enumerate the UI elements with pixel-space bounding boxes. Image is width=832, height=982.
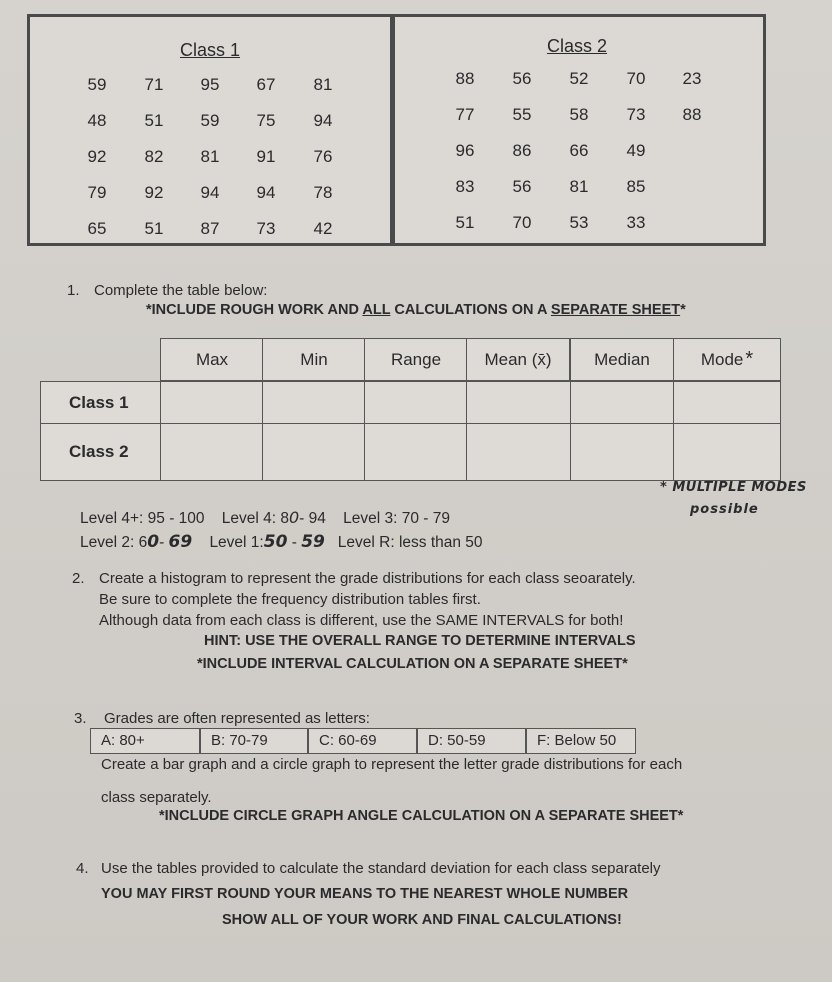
grade-d: D: 50-59: [417, 728, 526, 754]
class1-score: 59: [87, 75, 107, 94]
class2-range-cell[interactable]: [364, 423, 468, 481]
class1-score: 71: [144, 75, 164, 94]
class1-score: 76: [313, 147, 333, 166]
q2-line3: Although data from each class is different, use the SAME INTERVALS for both!: [99, 612, 624, 629]
class2-score: 81: [569, 177, 589, 196]
q1-number: 1.: [67, 282, 80, 299]
q1-text: Complete the table below:: [94, 282, 268, 299]
header-min: Min: [262, 338, 366, 381]
class2-score: 53: [569, 213, 589, 232]
grade-b: B: 70-79: [200, 728, 308, 754]
letter-grade-table: [90, 728, 636, 754]
class1-range-cell[interactable]: [364, 381, 468, 425]
class1-mode-cell[interactable]: [673, 381, 781, 425]
class2-score: 33: [626, 213, 646, 232]
class2-max-cell[interactable]: [160, 423, 264, 481]
class2-min-cell[interactable]: [262, 423, 366, 481]
level-4-prefix: Level 4: 8: [221, 510, 289, 527]
class2-score: 55: [512, 105, 532, 124]
q2-hint: HINT: USE THE OVERALL RANGE TO DETERMINE INTERVALS: [204, 633, 636, 649]
class1-max-cell[interactable]: [160, 381, 264, 425]
q3-note: *INCLUDE CIRCLE GRAPH ANGLE CALCULATION ON A SEPARATE SHEET*: [159, 808, 684, 824]
q3-number: 3.: [74, 710, 87, 727]
class1-score: 92: [144, 183, 164, 202]
level-4-suffix: - 94: [299, 510, 326, 527]
class1-score: 42: [313, 219, 333, 238]
q1-note: [146, 302, 686, 318]
class2-heading: Class 2: [546, 36, 608, 56]
row-label-class1: Class 1: [40, 381, 162, 425]
class2-score: 56: [512, 69, 532, 88]
handwritten-possible: possible: [690, 502, 759, 517]
class2-score: 70: [626, 69, 646, 88]
q4-number: 4.: [76, 860, 89, 877]
header-max: Max: [160, 338, 264, 381]
q2-note: *INCLUDE INTERVAL CALCULATION ON A SEPARATE SHEET*: [197, 656, 628, 672]
q2-line1: Create a histogram to represent the grade distributions for each class seoarately.: [99, 570, 636, 587]
q1-note-pre: *INCLUDE ROUGH WORK AND: [146, 302, 363, 318]
header-median: Median: [570, 338, 674, 381]
class2-score: 66: [569, 141, 589, 160]
class2-score: 70: [512, 213, 532, 232]
level-r: Level R: less than 50: [337, 534, 483, 551]
header-mode: [673, 338, 781, 381]
class1-score: 94: [313, 111, 333, 130]
class1-score: 73: [256, 219, 276, 238]
class2-score: 52: [569, 69, 589, 88]
q1-note-all: ALL: [362, 302, 391, 318]
q2-line2: Be sure to complete the frequency distribution tables first.: [99, 591, 481, 608]
class1-score: 59: [200, 111, 220, 130]
header-mode-label: Mode: [700, 349, 744, 369]
class2-score: 23: [682, 69, 702, 88]
level-2-prefix: Level 2: 6: [80, 534, 148, 551]
handwritten-level1-lower: 50: [263, 532, 288, 552]
header-mean: Mean (x̄): [466, 338, 570, 381]
mode-asterisk: *: [745, 348, 754, 370]
class2-mean-cell[interactable]: [466, 423, 572, 481]
class1-median-cell[interactable]: [570, 381, 675, 425]
grade-f: F: Below 50: [526, 728, 636, 754]
header-range: Range: [364, 338, 468, 381]
class2-score: 77: [455, 105, 475, 124]
stats-table: [40, 338, 782, 483]
level-3: Level 3: 70 - 79: [343, 510, 450, 527]
class2-score: 88: [682, 105, 702, 124]
class2-score: 85: [626, 177, 646, 196]
class1-score: 79: [87, 183, 107, 202]
q3-text: Grades are often represented as letters:: [104, 710, 370, 727]
class1-score: 81: [313, 75, 333, 94]
class1-score: 82: [144, 147, 164, 166]
class1-score: 91: [256, 147, 276, 166]
table-divider: [390, 14, 395, 246]
handwritten-level2-upper: 69: [168, 532, 193, 552]
handwritten-level2-digit: 0: [147, 532, 160, 552]
class1-score: 51: [144, 219, 164, 238]
q1-note-post: *: [680, 302, 686, 318]
class1-mean-cell[interactable]: [466, 381, 572, 425]
class1-score: 87: [200, 219, 220, 238]
q3-line1: Create a bar graph and a circle graph to represent the letter grade distributions for each: [101, 756, 683, 773]
class2-score: 73: [626, 105, 646, 124]
level-4plus: Level 4+: 95 - 100: [80, 510, 205, 527]
class2-median-cell[interactable]: [570, 423, 675, 481]
class1-heading: Class 1: [179, 40, 241, 60]
class2-score: 86: [512, 141, 532, 160]
q1-note-mid: CALCULATIONS ON A: [390, 302, 551, 318]
q1-note-sheet: SEPARATE SHEET: [550, 302, 681, 318]
class2-score: 83: [455, 177, 475, 196]
grade-a: A: 80+: [90, 728, 200, 754]
class2-score: 49: [626, 141, 646, 160]
levels-line2: Level 2: 60- 69 Level 1:50 - 59 Level R: less than 50: [80, 532, 483, 552]
q3-line2: class separately.: [101, 789, 212, 806]
class1-score: 94: [256, 183, 276, 202]
class1-score: 65: [87, 219, 107, 238]
class2-mode-cell[interactable]: [673, 423, 781, 481]
class1-min-cell[interactable]: [262, 381, 366, 425]
handwritten-multiple-modes: * MULTIPLE MODES: [660, 480, 807, 495]
q4-line2: YOU MAY FIRST ROUND YOUR MEANS TO THE NEAREST WHOLE NUMBER: [101, 886, 629, 902]
handwritten-level4-digit: 0: [288, 508, 300, 527]
class1-score: 95: [200, 75, 220, 94]
level-1-prefix: Level 1:: [209, 534, 264, 551]
class1-score: 67: [256, 75, 276, 94]
class1-score: 92: [87, 147, 107, 166]
class2-score: 96: [455, 141, 475, 160]
class2-score: 56: [512, 177, 532, 196]
q4-line3: SHOW ALL OF YOUR WORK AND FINAL CALCULATIONS!: [222, 912, 622, 928]
grade-c: C: 60-69: [308, 728, 417, 754]
handwritten-level1-upper: 59: [301, 532, 325, 552]
class1-score: 81: [200, 147, 220, 166]
class2-score: 88: [455, 69, 475, 88]
class1-score: 78: [313, 183, 333, 202]
q4-line1: Use the tables provided to calculate the standard deviation for each class separately: [101, 860, 661, 877]
q2-number: 2.: [72, 570, 85, 587]
class2-score: 51: [455, 213, 475, 232]
class2-score: 58: [569, 105, 589, 124]
class1-score: 75: [256, 111, 276, 130]
levels-line1: [80, 508, 450, 528]
class1-score: 51: [144, 111, 164, 130]
class1-score: 48: [87, 111, 107, 130]
row-label-class2: Class 2: [40, 423, 162, 481]
class1-score: 94: [200, 183, 220, 202]
